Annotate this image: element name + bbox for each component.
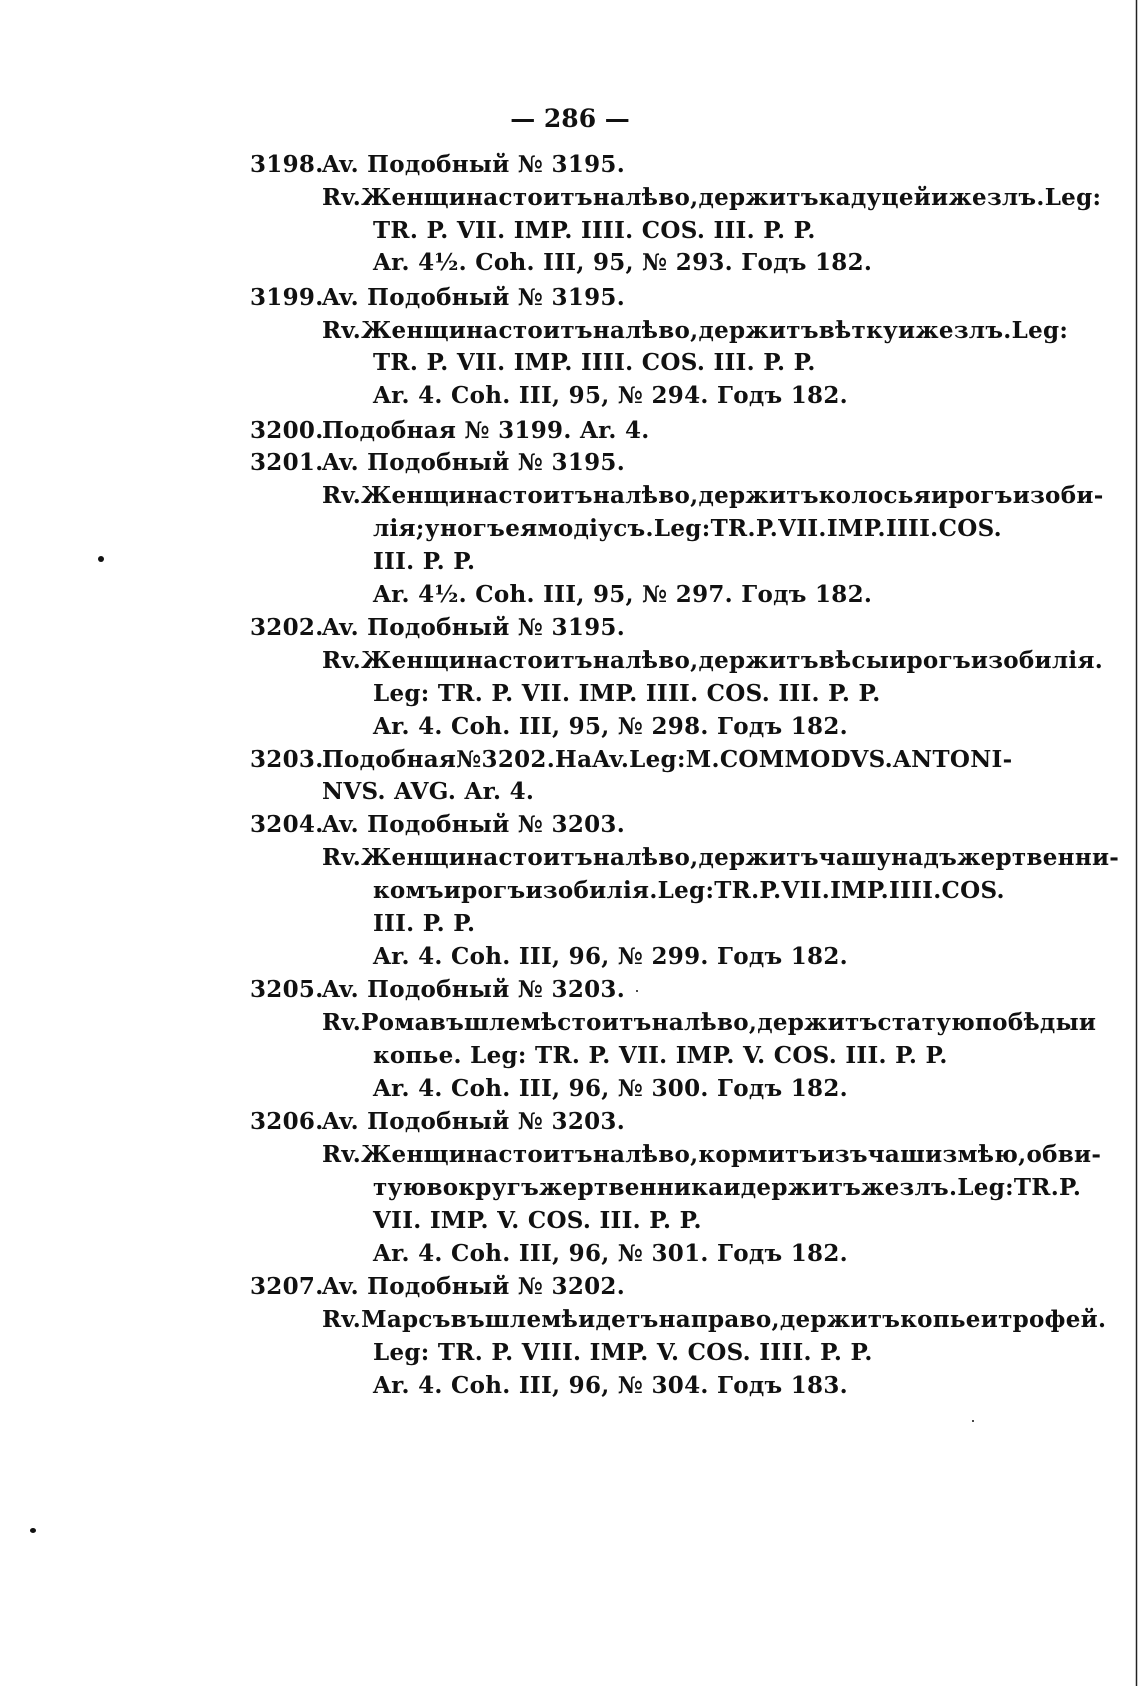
catalog-line: Ar. 4. Coh. III, 96, № 301. Годъ 182. xyxy=(373,1240,848,1267)
catalog-line: тую вокругъ жертвенника и держитъ жезлъ. Leg: TR. P. xyxy=(373,1174,1082,1201)
catalog-line: Ar. 4. Coh. III, 96, № 304. Годъ 183. xyxy=(373,1372,848,1399)
page-number: — 286 — xyxy=(510,104,630,133)
entry-number: 3206. xyxy=(250,1108,324,1135)
catalog-line: VII. IMP. V. COS. III. P. P. xyxy=(373,1207,702,1234)
line-text: Av. Подобный № 3203. xyxy=(322,1108,626,1135)
catalog-line: Rv. Женщина стоитъ налѣво, держитъ вѣтку и жезлъ. Leg: xyxy=(322,317,1069,344)
line-text: Av. Подобный № 3195. xyxy=(322,151,626,178)
catalog-line: Rv. Марсъ въ шлемѣ идетъ направо, держитъ копье и трофей. xyxy=(322,1306,1107,1333)
catalog-line: III. P. P. xyxy=(373,548,476,575)
catalog-line: TR. P. VII. IMP. IIII. COS. III. P. P. xyxy=(373,349,816,376)
line-text: Av. Подобный № 3202. xyxy=(322,1273,626,1300)
page-edge xyxy=(1130,0,1140,1686)
entry-number: 3201. xyxy=(250,449,324,476)
entry-number: 3204. xyxy=(250,811,324,838)
catalog-line: Ar. 4½. Coh. III, 95, № 297. Годъ 182. xyxy=(373,581,873,608)
line-text: Av. Подобный № 3195. xyxy=(322,449,626,476)
catalog-line: Ar. 4. Coh. III, 96, № 300. Годъ 182. xyxy=(373,1075,848,1102)
scan-speck xyxy=(972,1420,974,1422)
scan-speck xyxy=(30,1528,36,1533)
entry-number: 3200. xyxy=(250,417,324,444)
catalog-line: NVS. AVG. Ar. 4. xyxy=(322,778,535,805)
catalog-line: лія; у ногъ ея модіусъ. Leg: TR. P. VII. IMP. IIII. COS. xyxy=(373,515,1002,542)
catalog-line: Ar. 4. Coh. III, 95, № 294. Годъ 182. xyxy=(373,382,848,409)
line-text: Av. Подобный № 3195. xyxy=(322,614,626,641)
catalog-line: Ar. 4. Coh. III, 96, № 299. Годъ 182. xyxy=(373,943,848,970)
entry-number: 3199. xyxy=(250,284,324,311)
catalog-line: Rv. Женщина стоитъ налѣво, держитъ вѣсы и рогъ изобилія. xyxy=(322,647,1104,674)
entry-number: 3205. xyxy=(250,976,324,1003)
catalog-line: Rv. Рома въ шлемѣ стоитъ налѣво, держитъ статую побѣды и xyxy=(322,1009,1097,1036)
catalog-line: Rv. Женщина стоитъ налѣво, кормитъ изъ чаши змѣю, обви- xyxy=(322,1141,1102,1168)
scan-speck xyxy=(98,556,104,562)
catalog-line: Ar. 4½. Coh. III, 95, № 293. Годъ 182. xyxy=(373,249,873,276)
catalog-line: Ar. 4. Coh. III, 95, № 298. Годъ 182. xyxy=(373,713,848,740)
catalog-line: Rv. Женщина стоитъ налѣво, держитъ кадуцей и жезлъ. Leg: xyxy=(322,184,1102,211)
catalog-line: комъ и рогъ изобилія. Leg: TR. P. VII. IMP. IIII. COS. xyxy=(373,877,1005,904)
catalog-line: Leg: TR. P. VII. IMP. IIII. COS. III. P. P. xyxy=(373,680,881,707)
entry-number: 3198. xyxy=(250,151,324,178)
scan-speck xyxy=(636,990,638,992)
catalog-line: III. P. P. xyxy=(373,910,476,937)
line-text: Av. Подобный № 3203. xyxy=(322,976,626,1003)
entry-number: 3203. xyxy=(250,746,324,773)
line-text: Av. Подобный № 3203. xyxy=(322,811,626,838)
line-text: Av. Подобный № 3195. xyxy=(322,284,626,311)
line-text: Подобная № 3199. Ar. 4. xyxy=(322,417,650,444)
line-text: Подобная № 3202. На Av. Leg: M. COMMODVS. ANTONI- xyxy=(322,746,1013,773)
entry-number: 3207. xyxy=(250,1273,324,1300)
catalog-line: Rv. Женщина стоитъ налѣво, держитъ чашу надъ жертвенни- xyxy=(322,844,1120,871)
catalog-line: TR. P. VII. IMP. IIII. COS. III. P. P. xyxy=(373,217,816,244)
catalog-line: Rv. Женщина стоитъ налѣво, держитъ колосья и рогъ изоби- xyxy=(322,482,1104,509)
catalog-line: Leg: TR. P. VIII. IMP. V. COS. IIII. P. P. xyxy=(373,1339,873,1366)
entry-number: 3202. xyxy=(250,614,324,641)
catalog-line: копье. Leg: TR. P. VII. IMP. V. COS. III. P. P. xyxy=(373,1042,948,1069)
